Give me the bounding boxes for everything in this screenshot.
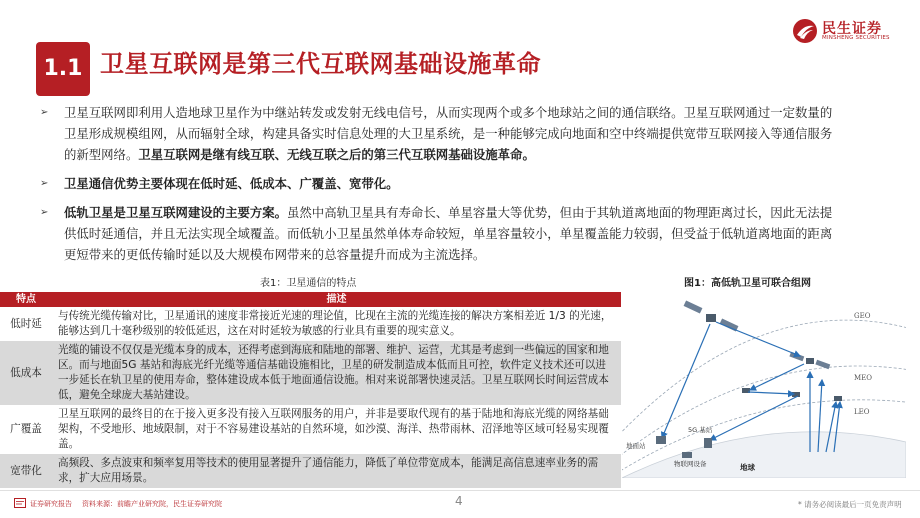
feature-table (0, 292, 621, 488)
header-desc: 描述 (52, 292, 621, 307)
bullet-text: 卫星互联网即利用人造地球卫星作为中继站转发或发射无线电信号，从而实现两个或多个地球站之间的通信联络。卫星互联网通过一定数量的卫星形成规模组网，从而辐射全球，构建具备实时信息处理的大卫星系统，是一种能够完成向地面和空中终端提供宽带互联网接入等通信服务的新型网络。 (64, 105, 833, 162)
row-feature: 宽带化 (0, 454, 52, 488)
row-feature: 广覆盖 (0, 405, 52, 454)
section-number: 1.1 (36, 42, 90, 96)
ground-station-label: 地面站 (626, 442, 646, 450)
bullet-arrow-icon: ➢ (40, 207, 49, 218)
iot-device-icon (682, 452, 692, 458)
table-row (0, 307, 621, 341)
minsheng-logo-icon (792, 18, 818, 44)
iot-label: 物联网设备 (674, 460, 707, 468)
header-feature: 特点 (0, 292, 52, 307)
leo-label: LEO (854, 408, 870, 416)
satellite-network-diagram (622, 292, 906, 478)
table-row (0, 341, 621, 405)
ground-station-icon (656, 436, 666, 444)
row-desc: 卫星互联网的最终目的在于接入更多没有接入互联网服务的用户，并非是要取代现有的基于陆地和海底光缆的网络基础架构，不受地形、地域限制，对于不容易建设基站的自然环境，如沙漠、海洋、热带雨林、沼泽地等区域可轻易实现覆盖。 (52, 405, 621, 454)
brand-logo (792, 16, 904, 46)
bullet-item (40, 102, 840, 165)
bullet-arrow-icon: ➢ (40, 178, 49, 189)
brand-name-cn: 民生证券 (822, 21, 882, 37)
row-desc: 高频段、多点波束和频率复用等技术的使用显著提升了通信能力，降低了单位带宽成本，能满足高信息速率业务的需求，扩大应用场景。 (52, 454, 621, 488)
base-station-icon (704, 438, 712, 448)
base-station-label: 5G 基站 (688, 426, 713, 434)
row-feature: 低时延 (0, 307, 52, 341)
table-caption: 表1：卫星通信的特点 (260, 278, 357, 289)
row-feature: 低成本 (0, 341, 52, 405)
figure-caption: 图1：高低轨卫星可联合组网 (684, 278, 811, 289)
footer-source: 资料来源：前瞻产业研究院，民生证券研究院 (82, 500, 222, 508)
table-row (0, 454, 621, 488)
section-title: 卫星互联网是第三代互联网基础设施革命 (100, 50, 541, 78)
row-desc: 光缆的铺设不仅仅是光缆本身的成本，还得考虑到海底和陆地的部署、维护、运营，尤其是考虑到一些偏远的国家和地区。而与地面5G 基站和海底光纤光缆等通信基础设施相比，卫星的研发制造成本低而且可控，软件定义技术还可以进一步延长在轨卫星的使用寿命，整体建设成本低于地面通信设施。相对来说部署快速灵活。卫星互联网长时间运营成本低，避免全球庞大基站建设。 (52, 341, 621, 405)
footer-label: 证券研究报告 (30, 500, 72, 508)
bullet-text-strong: 卫星通信优势主要体现在低时延、低成本、广覆盖、宽带化。 (64, 176, 399, 191)
meo-label: MEO (854, 374, 873, 382)
table-row (0, 405, 621, 454)
bullet-item (40, 173, 840, 194)
geo-label: GEO (854, 312, 871, 320)
page-number: 4 (455, 494, 463, 508)
bullet-text-strong: 低轨卫星是卫星互联网建设的主要方案。 (64, 205, 288, 220)
bullet-text: 虽然中高轨卫星具有寿命长、单星容量大等优势，但由于其轨道离地面的物理距离过长，因此无法提供低时延通信，并且无法实现全域覆盖。而低轨小卫星虽然单体寿命较短，单星容量较小，单星覆盖能力较弱，但受益于低轨道离地面的距离更短带来的更低传输时延以及大规模布网带来的总容量提升而成为主流选择。 (64, 205, 833, 262)
brand-name-en: MINSHENG SECURITIES (822, 35, 890, 41)
disclaimer: * 请务必阅读最后一页免责声明 (798, 500, 902, 509)
bullet-item (40, 202, 840, 265)
row-desc: 与传统光缆传输对比，卫星通讯的速度非常接近光速的理论值，比现在主流的光缆连接的解决方案相差近 1/3 的光速，能够达到几十毫秒级别的较低延迟，这在对时延较为敏感的行业具有重要的现实意义。 (52, 307, 621, 341)
earth-label: 地球 (740, 463, 755, 472)
bullet-arrow-icon: ➢ (40, 107, 49, 118)
geo-satellite-icon (684, 300, 739, 331)
footer-divider (0, 490, 920, 491)
bullet-text-strong: 卫星互联网是继有线互联、无线互联之后的第三代互联网基础设施革命。 (138, 147, 535, 162)
bullet-list (40, 102, 840, 273)
table-header-row (0, 292, 621, 307)
report-icon (14, 498, 26, 508)
